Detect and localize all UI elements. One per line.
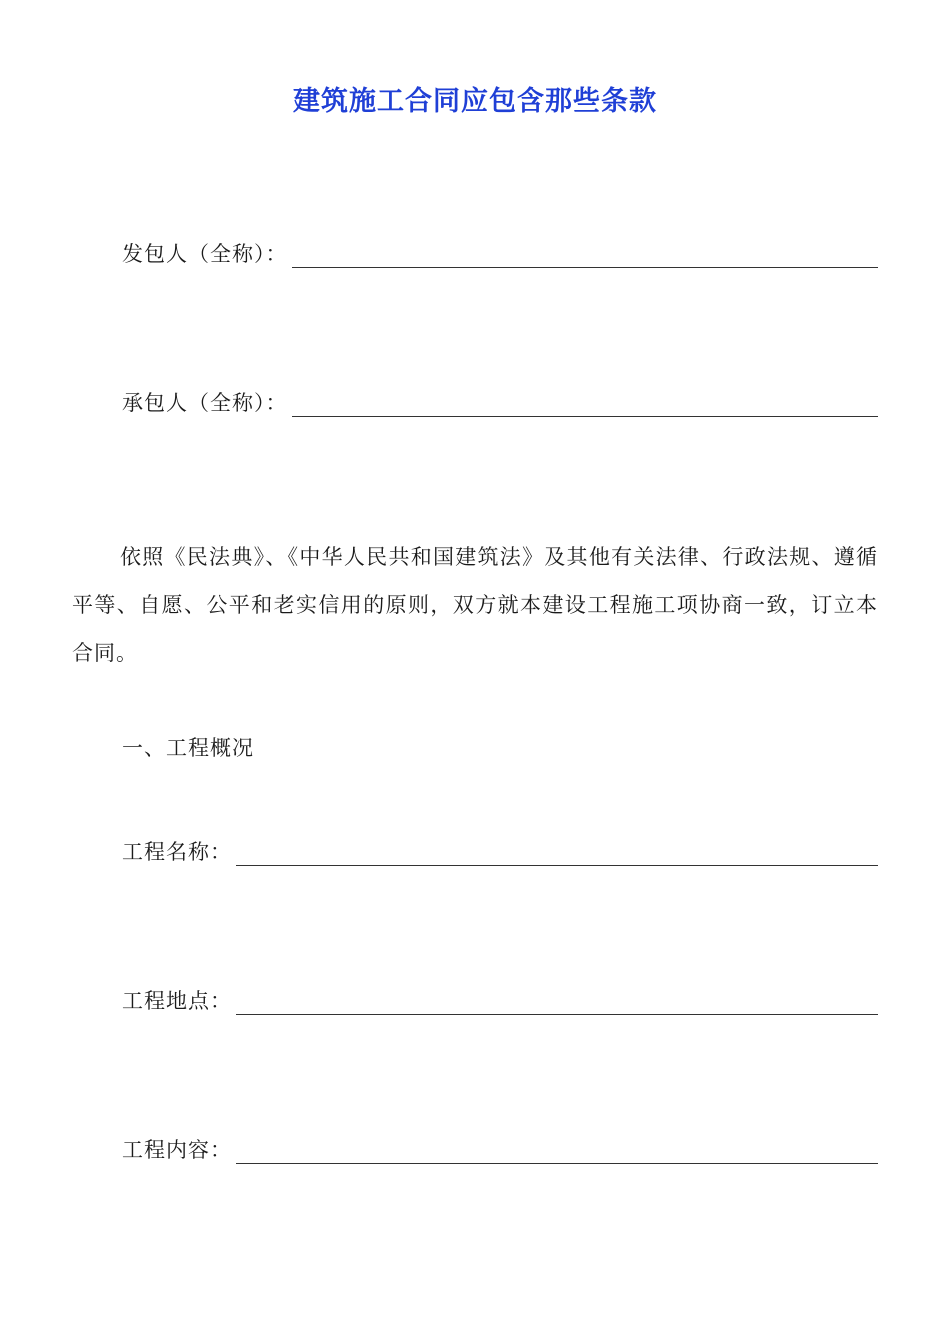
contractor-field (122, 381, 878, 417)
project-location-label: 工程地点： (122, 989, 232, 1013)
project-name-label: 工程名称： (122, 840, 232, 864)
project-content-field (122, 1128, 878, 1164)
project-location-blank-line[interactable] (236, 994, 878, 1015)
employer-label: 发包人（全称）： (122, 242, 288, 266)
contractor-label: 承包人（全称）： (122, 391, 288, 415)
project-name-blank-line[interactable] (236, 845, 878, 866)
project-content-label: 工程内容： (122, 1138, 232, 1162)
employer-field (122, 232, 878, 268)
document-title: 建筑施工合同应包含那些条款 (293, 86, 657, 117)
project-location-field (122, 979, 878, 1015)
contractor-blank-line[interactable] (292, 396, 879, 417)
project-content-blank-line[interactable] (236, 1143, 878, 1164)
intro-paragraph: 依照《民法典》、《中华人民共和国建筑法》及其他有关法律、行政法规、遵循平等、自愿、公平和老实信用的原则，双方就本建设工程施工项协商一致，订立本合同。 (72, 545, 878, 665)
employer-blank-line[interactable] (292, 247, 879, 268)
section-heading-project-overview: 一、工程概况 (122, 736, 254, 760)
project-name-field (122, 830, 878, 866)
